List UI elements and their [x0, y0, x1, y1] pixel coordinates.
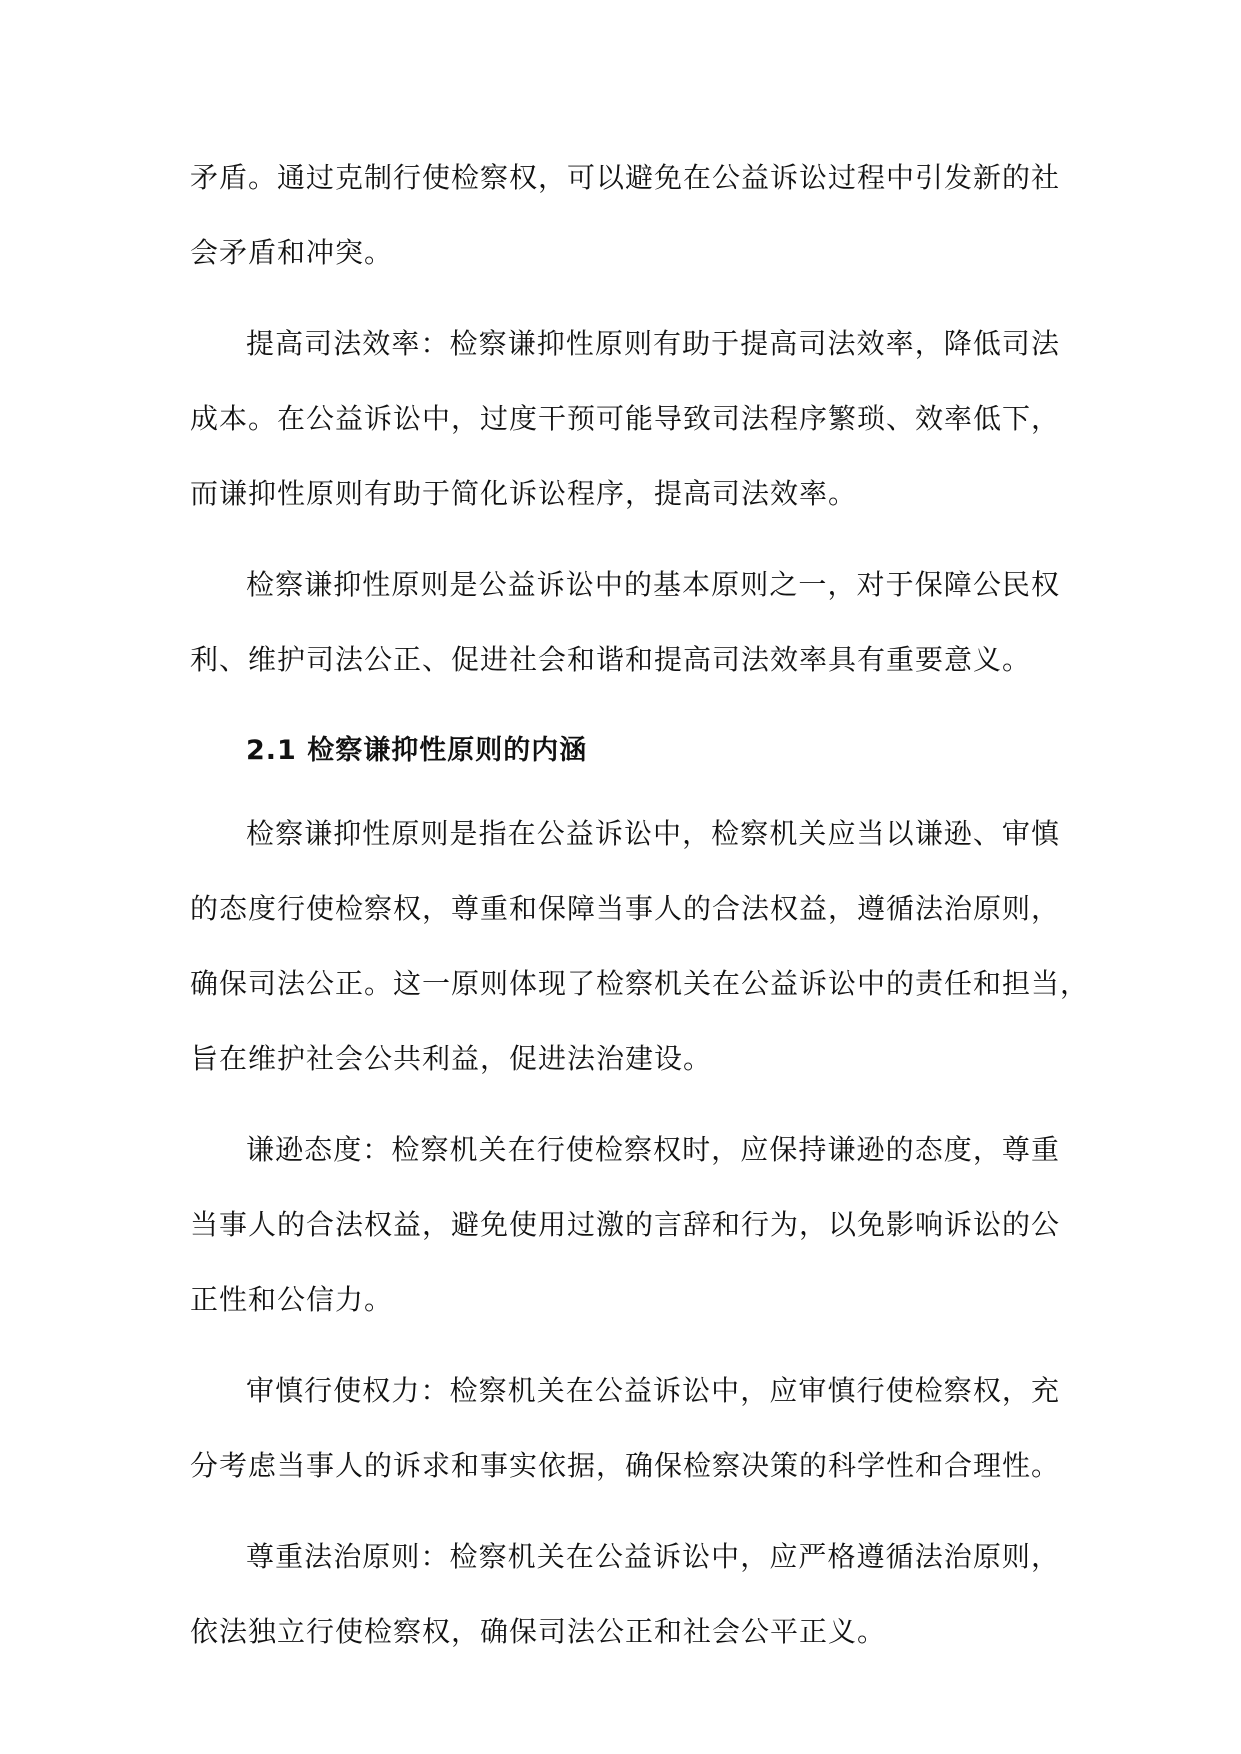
paragraph-line: 利、维护司法公正、促进社会和谐和提高司法效率具有重要意义。 [190, 643, 1032, 676]
paragraph [190, 140, 1060, 290]
paragraph-line: 正性和公信力。 [190, 1283, 394, 1316]
paragraph-line: 检察谦抑性原则是公益诉讼中的基本原则之一，对于保障公民权 [246, 568, 1060, 601]
paragraph [190, 1353, 1060, 1503]
paragraph [190, 547, 1060, 697]
paragraph-line: 尊重法治原则：检察机关在公益诉讼中，应严格遵循法治原则， [246, 1540, 1060, 1573]
paragraph-line: 谦逊态度：检察机关在行使检察权时，应保持谦逊的态度，尊重 [246, 1133, 1060, 1166]
paragraph-line: 提高司法效率：检察谦抑性原则有助于提高司法效率，降低司法 [246, 327, 1060, 360]
paragraph-line: 的态度行使检察权，尊重和保障当事人的合法权益，遵循法治原则， [190, 892, 1061, 925]
paragraph-line: 分考虑当事人的诉求和事实依据，确保检察决策的科学性和合理性。 [190, 1449, 1061, 1482]
paragraph [190, 1112, 1060, 1337]
document-body [190, 140, 1090, 1669]
section-heading: 2.1 检察谦抑性原则的内涵 [246, 735, 588, 766]
paragraph-line: 当事人的合法权益，避免使用过激的言辞和行为，以免影响诉讼的公 [190, 1208, 1061, 1241]
paragraph-line: 旨在维护社会公共利益，促进法治建设。 [190, 1042, 713, 1075]
paragraph [190, 796, 1090, 1096]
paragraph-line: 确保司法公正。这一原则体现了检察机关在公益诉讼中的责任和担当， [190, 967, 1090, 1000]
paragraph [190, 306, 1060, 531]
paragraph-line: 检察谦抑性原则是指在公益诉讼中，检察机关应当以谦逊、审慎 [246, 817, 1060, 850]
paragraph-line: 审慎行使权力：检察机关在公益诉讼中，应审慎行使检察权，充 [246, 1374, 1060, 1407]
paragraph-line: 而谦抑性原则有助于简化诉讼程序，提高司法效率。 [190, 477, 858, 510]
paragraph-line: 会矛盾和冲突。 [190, 236, 394, 269]
paragraph-line: 依法独立行使检察权，确保司法公正和社会公平正义。 [190, 1615, 887, 1648]
paragraph-line: 成本。在公益诉讼中，过度干预可能导致司法程序繁琐、效率低下， [190, 402, 1061, 435]
paragraph-line: 矛盾。通过克制行使检察权，可以避免在公益诉讼过程中引发新的社 [190, 161, 1061, 194]
paragraph [190, 1519, 1060, 1669]
